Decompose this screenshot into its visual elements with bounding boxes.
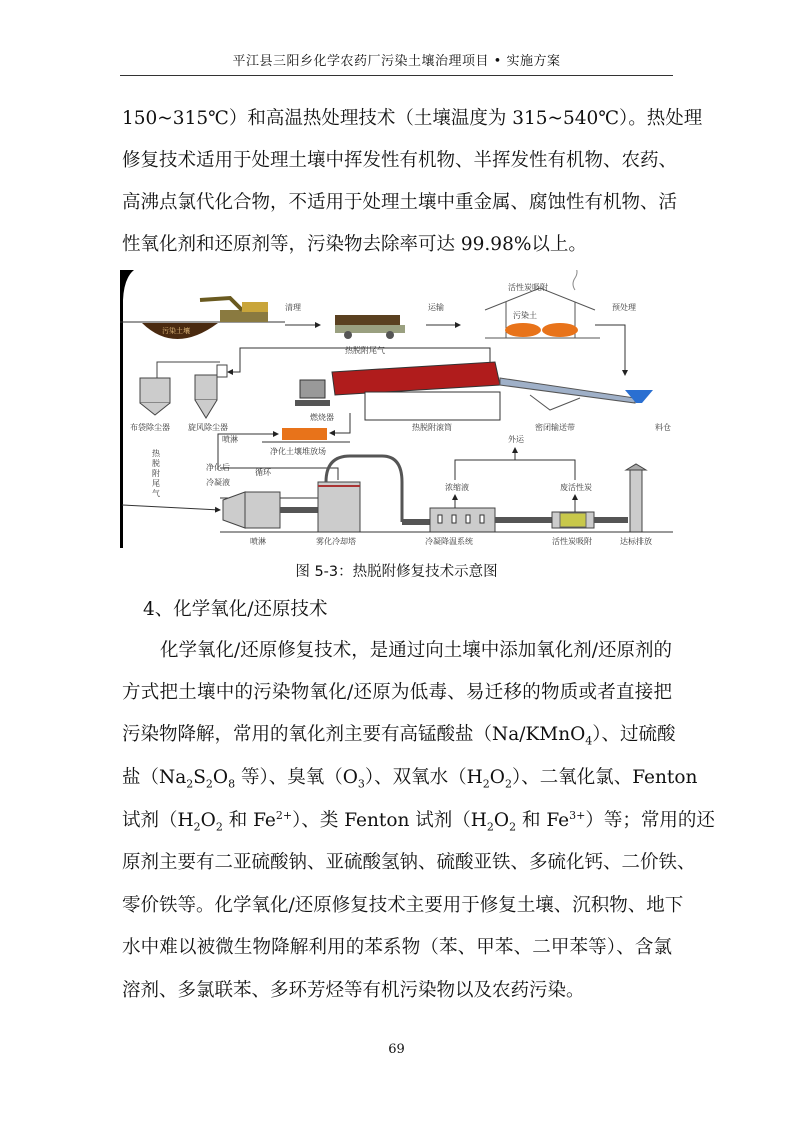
carbon-adsorber-icon xyxy=(552,512,594,528)
text-line xyxy=(122,763,698,791)
text-run: 性氧化剂和还原剂等，污染物去除率可达 99.98%以上。 xyxy=(122,234,587,255)
text-run: ）、类 Fenton 试剂（H xyxy=(292,810,487,831)
svg-text:净化后: 净化后 xyxy=(206,463,230,472)
svg-text:净化土壤堆放场: 净化土壤堆放场 xyxy=(270,447,326,456)
subscript: 2 xyxy=(482,777,490,791)
subscript: 2 xyxy=(193,820,201,834)
text-line xyxy=(122,976,672,1002)
svg-text:脱: 脱 xyxy=(152,459,160,468)
text-run: O xyxy=(200,810,216,831)
desorption-drum-icon xyxy=(332,362,500,420)
text-run: 高沸点氯代化合物，不适用于处理土壤中重金属、腐蚀性有机物、活 xyxy=(122,192,678,213)
svg-text:料仓: 料仓 xyxy=(655,423,671,432)
text-line xyxy=(122,678,672,704)
thermal-desorption-diagram xyxy=(120,270,673,548)
text-run: 盐（Na xyxy=(122,767,187,788)
svg-text:废活性炭: 废活性炭 xyxy=(560,483,592,492)
storage-shed xyxy=(485,270,600,338)
text-run: 溶剂、多氯联苯、多环芳烃等有机污染物以及农药污染。 xyxy=(122,980,585,1001)
dump-truck-icon xyxy=(335,315,405,339)
text-run: 化学氧化/还原修复技术，是通过向土壤中添加氧化剂/还原剂的 xyxy=(160,640,672,661)
subscript: 3 xyxy=(357,777,365,791)
svg-text:旋风除尘器: 旋风除尘器 xyxy=(188,423,228,432)
svg-text:密闭输送带: 密闭输送带 xyxy=(535,423,575,432)
condenser-icon xyxy=(430,508,495,532)
superscript: 2+ xyxy=(275,808,293,822)
burner-icon xyxy=(295,380,330,406)
text-run: S xyxy=(193,767,206,788)
text-line xyxy=(122,848,696,874)
svg-text:清理: 清理 xyxy=(285,303,301,312)
svg-text:喷淋: 喷淋 xyxy=(250,537,266,546)
text-line xyxy=(122,720,676,748)
text-line xyxy=(160,636,672,662)
running-header: 平江县三阳乡化学农药厂污染土壤治理项目 • 实施方案 xyxy=(232,54,561,69)
svg-text:冷凝液: 冷凝液 xyxy=(206,478,230,487)
svg-text:热脱附滚筒: 热脱附滚筒 xyxy=(412,423,452,432)
svg-text:气: 气 xyxy=(152,489,160,498)
diagram-svg xyxy=(120,270,673,548)
text-run: 修复技术适用于处理土壤中挥发性有机物、半挥发性有机物、农药、 xyxy=(122,150,678,171)
offgas-vertical-label xyxy=(152,448,161,498)
subscript: 2 xyxy=(509,820,517,834)
header-rule xyxy=(120,75,673,76)
svg-text:喷淋: 喷淋 xyxy=(222,435,238,444)
svg-text:浓缩液: 浓缩液 xyxy=(445,483,469,492)
svg-text:布袋除尘器: 布袋除尘器 xyxy=(130,423,170,432)
cooling-tower-icon xyxy=(318,456,402,532)
svg-text:附: 附 xyxy=(152,469,160,478)
text-run: 水中难以被微生物降解利用的苯系物（苯、甲苯、二甲苯等）、含氯 xyxy=(122,937,672,958)
text-line xyxy=(122,104,703,130)
excavator-icon xyxy=(200,298,268,322)
text-line xyxy=(122,891,684,917)
text-line xyxy=(122,806,715,834)
text-run: ）等；常用的还 xyxy=(585,810,715,831)
text-run: O xyxy=(493,810,510,831)
scan-edge xyxy=(120,270,134,548)
text-run: 零价铁等。化学氧化/还原修复技术主要用于修复土壤、沉积物、地下 xyxy=(122,895,684,916)
text-line xyxy=(122,933,672,959)
subscript: 2 xyxy=(504,777,512,791)
superscript: 3+ xyxy=(569,808,586,822)
svg-text:污染土: 污染土 xyxy=(513,311,537,320)
text-run: 原剂主要有二亚硫酸钠、亚硫酸氢钠、硫酸亚铁、多硫化钙、二价铁、 xyxy=(122,852,696,873)
text-run: 等）、臭氧（O xyxy=(235,767,358,788)
stack-icon xyxy=(626,464,646,532)
svg-text:冷凝降温系统: 冷凝降温系统 xyxy=(425,537,473,546)
subscript: 2 xyxy=(186,777,194,791)
figure-caption: 图 5-3：热脱附修复技术示意图 xyxy=(295,564,498,580)
svg-text:热: 热 xyxy=(152,449,160,458)
svg-text:雾化冷却塔: 雾化冷却塔 xyxy=(316,537,356,546)
svg-text:运输: 运输 xyxy=(428,303,444,312)
spray-scrubber-icon xyxy=(223,492,280,528)
svg-text:污染土壤: 污染土壤 xyxy=(162,327,190,335)
text-line xyxy=(122,188,678,214)
subscript: 2 xyxy=(215,820,223,834)
bag-filter-icon xyxy=(140,378,170,415)
text-run: O xyxy=(489,767,505,788)
text-run: 和 Fe xyxy=(516,810,570,831)
svg-text:尾: 尾 xyxy=(152,479,160,488)
svg-text:活性炭吸附: 活性炭吸附 xyxy=(508,283,548,292)
text-run: 试剂（H xyxy=(122,810,194,831)
svg-text:热脱附尾气: 热脱附尾气 xyxy=(345,346,385,355)
svg-text:循环: 循环 xyxy=(255,468,271,477)
text-run: ）、过硫酸 xyxy=(592,724,676,745)
text-line xyxy=(122,230,672,256)
subscript: 2 xyxy=(205,777,213,791)
page-number: 69 xyxy=(388,1042,405,1057)
conveyor-icon xyxy=(500,378,635,410)
text-run: ）、双氧水（H xyxy=(364,767,483,788)
svg-text:活性炭吸附: 活性炭吸附 xyxy=(552,537,592,546)
text-run: ）、二氧化氯、Fenton xyxy=(511,767,698,788)
svg-text:预处理: 预处理 xyxy=(612,303,636,312)
cyclone-icon xyxy=(195,365,227,418)
text-run: O xyxy=(212,767,229,788)
text-line xyxy=(122,146,678,172)
text-run: 和 Fe xyxy=(222,810,276,831)
svg-text:达标排放: 达标排放 xyxy=(620,537,652,546)
text-run: 污染物降解，常用的氧化剂主要有高锰酸盐（Na/KMnO xyxy=(122,724,586,745)
subscript: 4 xyxy=(585,734,593,748)
subscript: 2 xyxy=(486,820,494,834)
svg-text:外运: 外运 xyxy=(508,435,524,444)
svg-text:燃烧器: 燃烧器 xyxy=(310,413,334,422)
section-heading: 4、化学氧化/还原技术 xyxy=(143,599,328,620)
text-run: 150~315℃）和高温热处理技术（土壤温度为 315~540℃）。热处理 xyxy=(122,108,703,129)
subscript: 8 xyxy=(228,777,236,791)
clean-soil-pile xyxy=(282,428,327,440)
text-run: 方式把土壤中的污染物氧化/还原为低毒、易迁移的物质或者直接把 xyxy=(122,682,672,703)
